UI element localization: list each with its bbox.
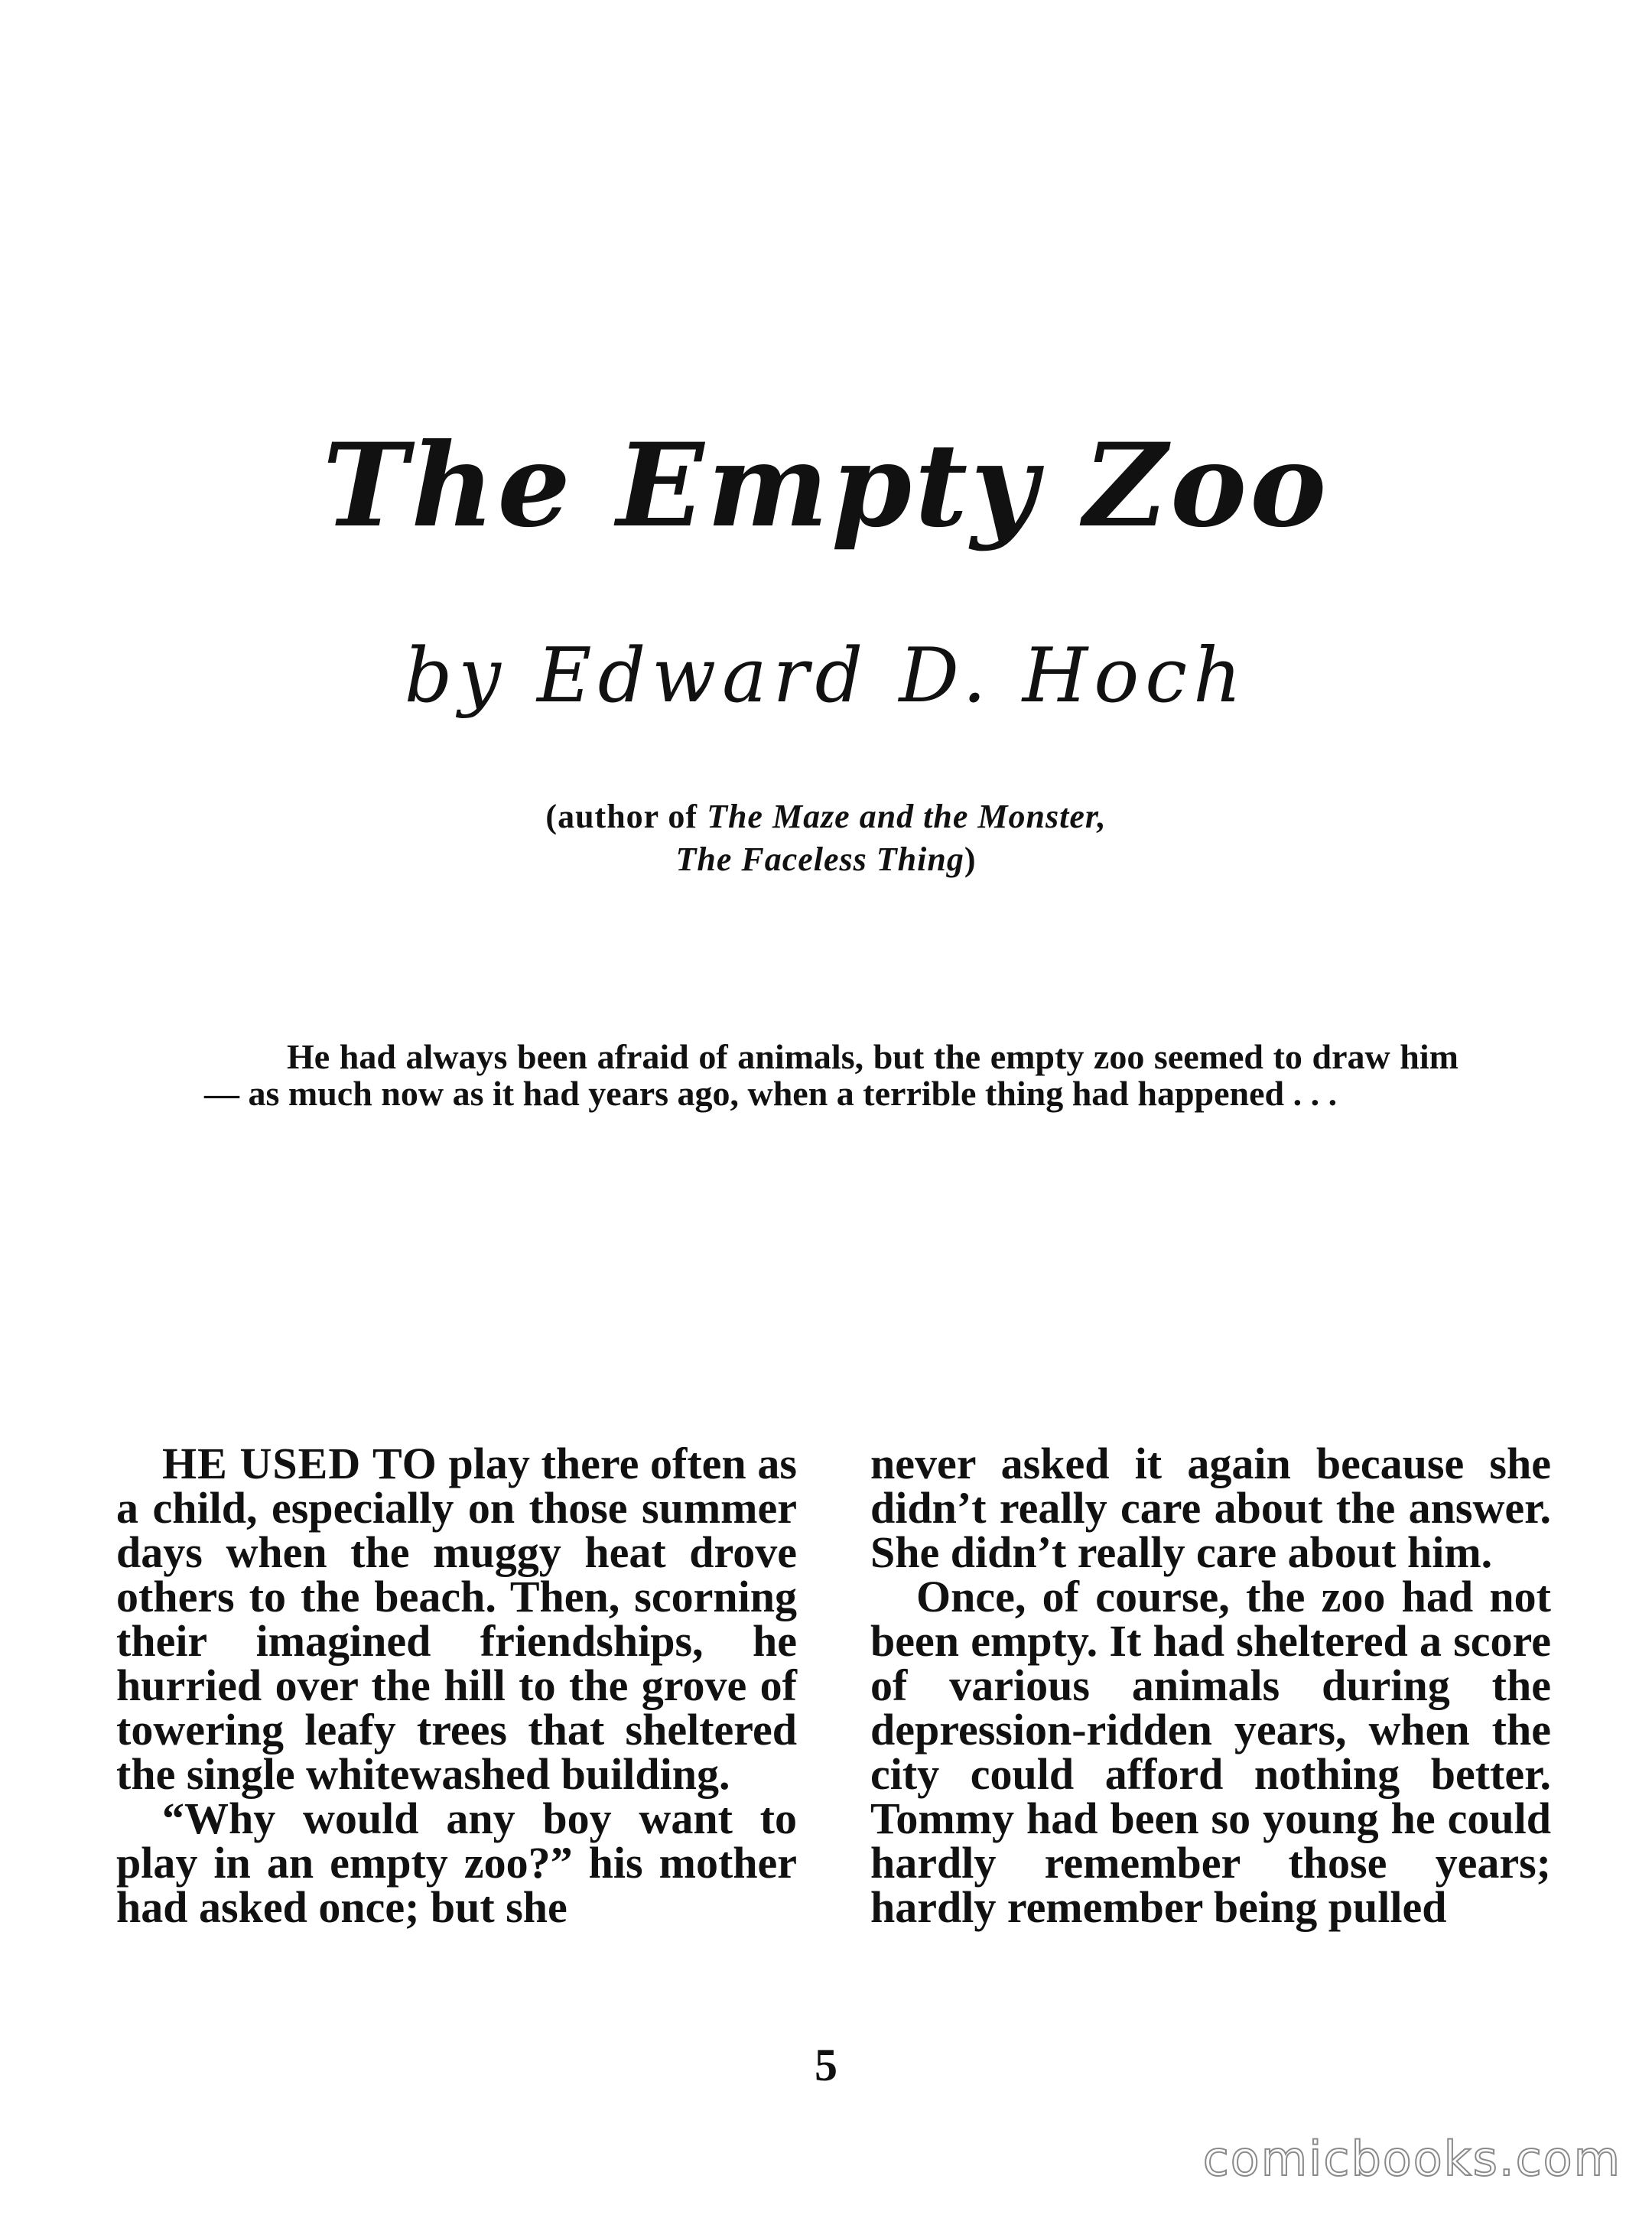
paragraph: [116, 1439, 797, 1799]
story-title: The Empty Zoo: [322, 418, 1330, 553]
credits-close: ): [964, 841, 977, 878]
body-column-right: [870, 1439, 1551, 1932]
paragraph: Once, of course, the zoo had not been empty. It had sheltered a score of various animals during the depression-ridden years, when the city could afford nothing better. Tommy had been so young he could hardly remember those years; hardly remember being pulled: [870, 1572, 1551, 1932]
story-byline: by Edward D. Hoch: [404, 633, 1248, 720]
opening-words: HE USED TO: [162, 1439, 437, 1488]
paragraph-text: play there often as a child, especially on those summer days when the muggy heat drove others to the beach. Then, scorning their imagined friendships, he hurried over the hill to the grove of towering leafy trees that sheltered the single whitewashed building.: [116, 1439, 797, 1799]
author-credits: [0, 795, 1652, 881]
paragraph: “Why would any boy want to play in an empty zoo?” his mother had asked once; but she: [116, 1794, 797, 1932]
credits-work-two: The Faceless Thing: [675, 841, 964, 878]
paragraph: never asked it again because she didn’t really care about the answer. She didn’t really care about him.: [870, 1439, 1551, 1577]
body-column-left: [116, 1439, 797, 1932]
story-blurb: He had always been afraid of animals, but the empty zoo seemed to draw him — as much now as it had years ago, when a terrible thing had happened . . .: [204, 1037, 1459, 1113]
credits-open: (author of: [545, 798, 707, 835]
page-number: 5: [815, 2040, 837, 2090]
credits-work-one: The Maze and the Monster,: [707, 798, 1107, 835]
watermark-logo: comicbooks.com: [1202, 2131, 1621, 2187]
